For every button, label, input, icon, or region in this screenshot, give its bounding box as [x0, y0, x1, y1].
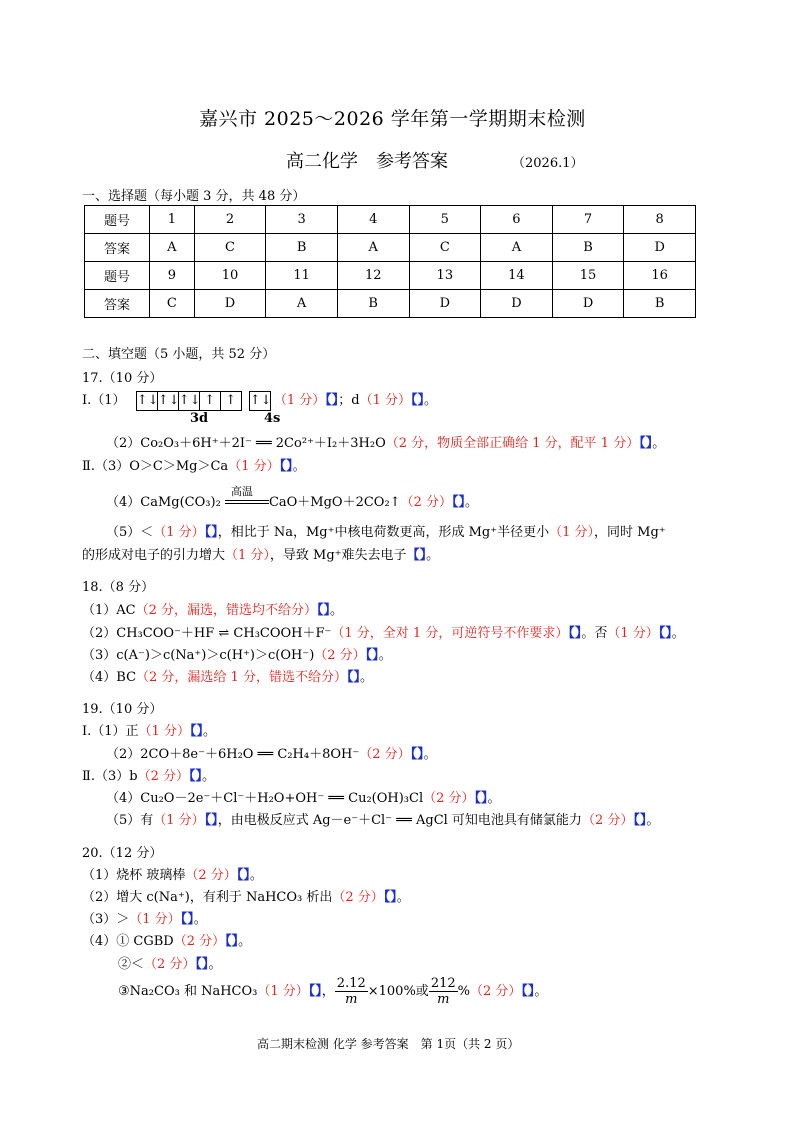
- score: （2 分）: [359, 747, 411, 762]
- score: （1 分）: [257, 984, 309, 999]
- score: （2 分）: [173, 934, 226, 949]
- table-cell: 16: [624, 262, 696, 290]
- bracket: 【】: [346, 670, 360, 685]
- bracket: 【】: [325, 393, 339, 408]
- fraction: [429, 976, 458, 1007]
- q17-line2: （2）Co₂O₃＋6H⁺＋2I⁻ ══ 2Co²⁺＋I₂＋3H₂O（2 分，物质全部正确给 1 分，配平 1 分）【】。: [106, 436, 666, 451]
- fraction-numerator: 212: [430, 976, 456, 991]
- q19-l1-text: Ⅰ.（1）正: [82, 724, 139, 739]
- q20-l6-text: ③Na₂CO₃ 和 NaHCO₃: [118, 984, 258, 999]
- table-cell: 6: [481, 206, 553, 234]
- q19-line2: （2）2CO＋8e⁻＋6H₂O ══ C₂H₄＋8OH⁻（2 分）【】。: [106, 747, 437, 762]
- table-cell: 12: [337, 262, 409, 290]
- q17-label: 17.（10 分）: [82, 371, 163, 386]
- q17-line5: [106, 521, 666, 540]
- page-subtitle: 高二化学 参考答案: [286, 151, 448, 172]
- q19-label: 19.（10 分）: [82, 702, 163, 717]
- bracket: 【】: [410, 393, 424, 408]
- orbital-box: ↑: [220, 391, 242, 411]
- reaction-condition: 高温: [230, 484, 253, 498]
- bracket: 【】: [195, 957, 209, 972]
- q20-l2-text: （2）增大 c(Na⁺)，有利于 NaHCO₃ 析出: [82, 890, 333, 905]
- table-row: [85, 290, 696, 318]
- q20-line2: （2）增大 c(Na⁺)，有利于 NaHCO₃ 析出（2 分）【】。: [82, 890, 410, 905]
- table-cell: C: [150, 290, 195, 318]
- q17-l6-text: 的形成对电子的引力增大: [82, 548, 226, 563]
- bracket: 【】: [188, 769, 202, 784]
- bracket: 【】: [633, 813, 647, 828]
- bracket: 【】: [180, 912, 194, 927]
- table-cell: B: [624, 290, 696, 318]
- score: （1 分）: [273, 393, 326, 408]
- q18-line4: （4）BC（2 分，漏选给 1 分，错选不给分）【】。: [82, 670, 373, 685]
- table-cell: 2: [194, 206, 266, 234]
- q19-line5: （5）有（1 分）【】，由电极反应式 Ag－e⁻＋Cl⁻ ══ AgCl 可知电池具有储氯能力（2 分）【】。: [106, 813, 660, 828]
- bracket: 【】: [451, 495, 465, 510]
- table-cell: A: [150, 234, 195, 262]
- q18-line3: （3）c(A⁻)＞c(Na⁺)＞c(H⁺)＞c(OH⁻)（2 分）【】。: [82, 648, 392, 663]
- score: （2 分）: [137, 769, 189, 784]
- bracket: 【】: [406, 548, 427, 563]
- table-cell: B: [337, 290, 409, 318]
- q20-line4: （4）① CGBD（2 分）【】。: [82, 934, 252, 949]
- table-cell: D: [409, 290, 481, 318]
- q20-l1-text: （1）烧杯 玻璃棒: [82, 868, 186, 883]
- answer-table: [84, 205, 696, 318]
- q18-l4-text: （4）BC: [82, 670, 137, 685]
- q17-l5-text2: ，同时 Mg⁺: [594, 525, 666, 540]
- q19-l5-text: （5）有: [106, 813, 154, 828]
- score: （2 分）: [144, 957, 196, 972]
- score: （1 分，全对 1 分，可逆符号不作要求）: [331, 626, 569, 641]
- page-title: 嘉兴市 2025～2026 学年第一学期期末检测: [199, 108, 586, 130]
- table-cell: 3: [266, 206, 338, 234]
- orbital-diagram-3d: [136, 391, 241, 411]
- percent-sign: %: [457, 984, 470, 999]
- score: （1 分）: [138, 724, 190, 739]
- q20-line3: （3）＞（1 分）【】。: [82, 912, 207, 927]
- q17-l4-left: CaMg(CO₃)₂: [140, 495, 221, 510]
- bracket: 【】: [204, 525, 218, 540]
- table-cell: 14: [481, 262, 553, 290]
- q17-line1: Ⅰ.（1） ↑↓↑↓↑↓ ↑ ↑ ↑↓ （1 分）【】；d（1 分）【】。: [82, 389, 437, 411]
- bracket: 【】: [279, 459, 293, 474]
- orbital-box: ↑↓: [136, 391, 158, 411]
- bracket: 【】: [236, 868, 250, 883]
- q20-l6-mid: ×100%或: [367, 984, 429, 999]
- q19-line3: Ⅱ.（3）b（2 分）【】。: [82, 769, 215, 784]
- table-cell: D: [194, 290, 266, 318]
- section1-heading: 一、选择题（每小题 3 分，共 48 分）: [82, 189, 306, 204]
- score: （2 分）: [470, 984, 522, 999]
- orbital-box: ↑↓: [178, 391, 200, 411]
- table-cell: A: [266, 290, 338, 318]
- q20-label: 20.（12 分）: [82, 846, 163, 861]
- q18-line1: （1）AC（2 分，漏选，错选均不给分）【】。: [82, 603, 344, 618]
- q18-l3-text: （3）c(A⁻)＞c(Na⁺)＞c(H⁺)＞c(OH⁻): [82, 648, 315, 663]
- bracket: 【】: [568, 626, 582, 641]
- score: （2 分）: [332, 890, 384, 905]
- q17-l1-prefix: Ⅰ.（1）: [82, 393, 126, 408]
- q18-line2: （2）CH₃COO⁻＋HF ⇌ CH₃COOH＋F⁻（1 分，全对 1 分，可逆符号不作要求）【】。否（1 分）【】。: [82, 626, 685, 641]
- table-cell: 答案: [85, 290, 150, 318]
- q17-l2-equation: Co₂O₃＋6H⁺＋2I⁻ ══ 2Co²⁺＋I₂＋3H₂O: [140, 436, 386, 451]
- date-label: （2026.1）: [512, 156, 584, 171]
- q17-l4-right: CaO＋MgO＋2CO₂↑: [268, 495, 401, 510]
- q18-l1-text: （1）AC: [82, 603, 136, 618]
- q18-l2-text: （2）CH₃COO⁻＋HF ⇌ CH₃COOH＋F⁻: [82, 626, 332, 641]
- table-cell: D: [481, 290, 553, 318]
- table-cell: 8: [624, 206, 696, 234]
- bracket: 【】: [521, 984, 535, 999]
- q17-line4: （4）CaMg(CO₃)₂ 高温 CaO＋MgO＋2CO₂↑（2 分）【】。: [106, 484, 479, 510]
- table-cell: A: [481, 234, 553, 262]
- q19-line4: （4）Cu₂O－2e⁻＋Cl⁻＋H₂O+OH⁻ ══ Cu₂(OH)₃Cl（2 分）【】。: [106, 791, 501, 806]
- q17-l2-prefix: （2）: [106, 436, 141, 451]
- bracket: 【】: [410, 747, 424, 762]
- table-row: [85, 262, 696, 290]
- score: （2 分）: [400, 495, 452, 510]
- q17-l6-text2: ，导致 Mg⁺难失去电子: [269, 548, 407, 563]
- reaction-arrow: [225, 484, 269, 510]
- bracket: 【】: [189, 724, 203, 739]
- bracket: 【】: [225, 934, 239, 949]
- score: （1 分）: [225, 548, 270, 563]
- table-cell: 1: [150, 206, 195, 234]
- q17-l3-text: O＞C＞Mg＞Ca: [129, 459, 229, 474]
- table-cell: B: [266, 234, 338, 262]
- fraction-denominator: m: [345, 992, 358, 1007]
- q17-line3: Ⅱ.（3）O＞C＞Mg＞Ca（1 分）【】。: [82, 459, 306, 474]
- table-cell: 10: [194, 262, 266, 290]
- table-cell: D: [624, 234, 696, 262]
- score: （1 分）: [607, 626, 659, 641]
- label-4s: 4s: [264, 411, 281, 426]
- q19-line1: Ⅰ.（1）正（1 分）【】。: [82, 724, 216, 739]
- q20-line1: （1）烧杯 玻璃棒（2 分）【】。: [82, 868, 263, 883]
- bracket: 【】: [365, 648, 379, 663]
- table-cell: 15: [552, 262, 624, 290]
- table-cell: C: [194, 234, 266, 262]
- bracket: 【】: [474, 791, 488, 806]
- bracket: 【】: [658, 626, 672, 641]
- table-cell: 4: [337, 206, 409, 234]
- table-cell: 5: [409, 206, 481, 234]
- table-cell: 11: [266, 262, 338, 290]
- score: （1 分）: [549, 525, 594, 540]
- q19-l4-text: （4）Cu₂O－2e⁻＋Cl⁻＋H₂O+OH⁻ ══ Cu₂(OH)₃Cl: [106, 791, 424, 806]
- table-cell: 9: [150, 262, 195, 290]
- q18-l2-mid: 。否: [581, 626, 608, 641]
- table-cell: 题号: [85, 206, 150, 234]
- q17-line6: 的形成对电子的引力增大（1 分），导致 Mg⁺难失去电子【】。: [82, 548, 440, 563]
- table-cell: 7: [552, 206, 624, 234]
- q20-l5-text: ②＜: [118, 957, 145, 972]
- q17-l1-mid: ；d: [338, 393, 360, 408]
- orbital-box: ↑: [199, 391, 221, 411]
- score: （2 分，漏选，错选均不给分）: [135, 603, 318, 618]
- score: （1 分）: [153, 813, 205, 828]
- q17-l4-prefix: （4）: [106, 495, 141, 510]
- bracket: 【】: [204, 813, 218, 828]
- score: （2 分，漏选给 1 分，错选不给分）: [136, 670, 347, 685]
- orbital-box-4s: ↑↓: [249, 391, 271, 411]
- table-cell: 13: [409, 262, 481, 290]
- q20-line5: ②＜（2 分）【】。: [118, 957, 222, 972]
- section2-heading: 二、填空题（5 小题，共 52 分）: [82, 347, 276, 362]
- bracket: 【】: [308, 984, 322, 999]
- table-cell: D: [552, 290, 624, 318]
- score: （2 分）: [423, 791, 475, 806]
- bracket: 【】: [317, 603, 331, 618]
- q18-label: 18.（8 分）: [82, 580, 155, 595]
- table-cell: A: [337, 234, 409, 262]
- fraction-denominator: m: [437, 992, 450, 1007]
- q17-l3-prefix: Ⅱ.（3）: [82, 459, 130, 474]
- q19-l2-text: （2）2CO＋8e⁻＋6H₂O ══ C₂H₄＋8OH⁻: [106, 747, 360, 762]
- score: （2 分）: [314, 648, 366, 663]
- score: （2 分）: [581, 813, 634, 828]
- score: （2 分）: [185, 868, 237, 883]
- q19-l3-text: Ⅱ.（3）b: [82, 769, 138, 784]
- orbital-box: ↑↓: [157, 391, 179, 411]
- score: （2 分，物质全部正确给 1 分，配平 1 分）: [385, 436, 640, 451]
- score: （1 分）: [228, 459, 280, 474]
- table-cell: 答案: [85, 234, 150, 262]
- fraction: [335, 976, 368, 1007]
- table-row: [85, 234, 696, 262]
- q20-l4-text: （4）① CGBD: [82, 934, 174, 949]
- score: （1 分）: [153, 525, 205, 540]
- table-cell: 题号: [85, 262, 150, 290]
- score: （1 分）: [359, 393, 411, 408]
- score: （1 分）: [129, 912, 181, 927]
- q20-l3-text: （3）＞: [82, 912, 130, 927]
- bracket: 【】: [383, 890, 397, 905]
- table-cell: B: [552, 234, 624, 262]
- q19-l5-mid: ，由电极反应式 Ag－e⁻＋Cl⁻ ══ AgCl 可知电池具有储氯能力: [217, 813, 582, 828]
- q17-l5-text: ，相比于 Na，Mg⁺中核电荷数更高，形成 Mg⁺半径更小: [217, 525, 550, 540]
- fraction-numerator: 2.12: [336, 976, 366, 991]
- table-row: [85, 206, 696, 234]
- q20-line6: ③Na₂CO₃ 和 NaHCO₃（1 分）【】， $\frac{2.12}{m}$ ×100%或 $\frac{212}{m}$ %（2 分）【】。: [118, 976, 548, 1007]
- table-cell: C: [409, 234, 481, 262]
- label-3d: 3d: [190, 411, 209, 426]
- q17-l5-prefix: （5）＜: [106, 525, 154, 540]
- bracket: 【】: [639, 436, 653, 451]
- page-footer: 高二期末检测 化学 参考答案 第 1页（共 2 页）: [257, 1037, 520, 1051]
